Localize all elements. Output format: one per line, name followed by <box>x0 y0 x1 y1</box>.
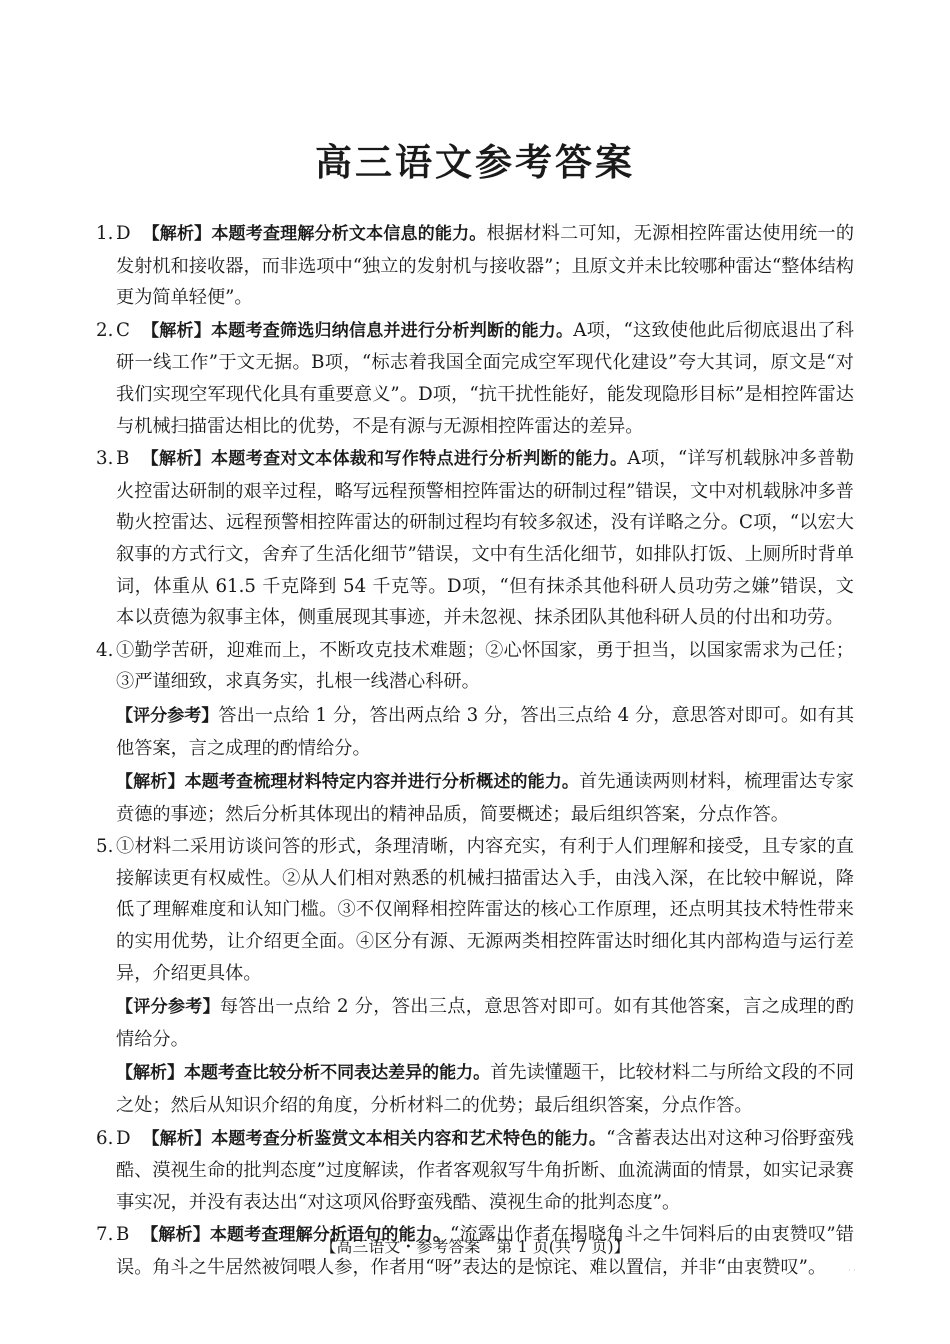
scoring-tag: 【评分参考】 <box>116 997 220 1018</box>
analysis-tag: 【解析】 <box>116 1063 185 1084</box>
scan-mark: · · <box>848 1266 856 1275</box>
analysis-lead: 本题考查理解分析文本信息的能力。 <box>211 224 487 244</box>
analysis-body: 首先读懂题干，比较材料二与所给文段的不同之处；然后从知识介绍的角度，分析材料二的优势；最后组织答案，分点作答。 <box>116 1062 855 1117</box>
analysis-lead: 本题考查理解分析语句的能力。 <box>209 1225 451 1246</box>
answer-item-6 <box>96 1123 854 1219</box>
answer-item-5 <box>96 831 855 1121</box>
scoring-note <box>116 991 854 1055</box>
item-number: 5. <box>96 836 114 858</box>
answer-letter: B <box>116 448 130 470</box>
analysis-body: 首先通读两则材料，梳理雷达专家贲德的事迹；然后分析其体现出的精神品质，简要概述；最后组织答案，分点作答。 <box>116 771 854 825</box>
answer-points: ①材料二采用访谈问答的形式，条理清晰，内容充实，有利于人们理解和接受，且专家的直接解读更有权威性。②从人们相对熟悉的机械扫描雷达入手，由浅入深，在比较中解说，降低了理解难度和认知门槛。③不仅阐释相控阵雷达的核心工作原理，还点明其技术特性带来的实用优势，让介绍更全面。④区分有源、无源两类相控阵雷达时细化其内部构造与运行差异，介绍更具体。 <box>116 836 854 984</box>
item-number: 7. <box>96 1224 114 1246</box>
analysis-body: 根据材料二可知，无源相控阵雷达使用统一的发射机和接收器，而非选项中“独立的发射机与接收器”；且原文并未比较哪种雷达“整体结构更为简单轻便”。 <box>116 223 855 309</box>
answer-points: ①勤学苦研，迎难而上，不断攻克技术难题；②心怀国家，勇于担当，以国家需求为己任；③严谨细致，求真务实，扎根一线潜心科研。 <box>116 639 854 693</box>
answer-letter: B <box>116 1224 130 1246</box>
analysis-body: A项，“这致使他此后彻底退出了科研一线工作”于文无据。B项，“标志着我国全面完成空军现代化建设”夸大其词，原文是“对我们实现空军现代化具有重要意义”。D项，“抗干扰性能好，能发现隐形目标”是相控阵雷达与机械扫描雷达相比的优势，不是有源与无源相控阵雷达的差异。 <box>116 319 854 437</box>
analysis-tag: 【解析】 <box>141 320 211 341</box>
analysis-tag: 【解析】 <box>141 1225 210 1246</box>
analysis-body: “含蓄表达出对这种习俗野蛮残酷、漠视生命的批判态度”过度解读，作者客观叙写牛角折断、血流满面的情景，如实记录赛事实况，并没有表达出“对这项风俗野蛮残酷、漠视生命的批判态度”。 <box>116 1127 854 1213</box>
analysis-lead: 本题考查梳理材料特定内容并进行分析概述的能力。 <box>184 772 580 793</box>
answer-item-4 <box>96 635 855 831</box>
analysis-lead: 本题考查分析鉴赏文本相关内容和艺术特色的能力。 <box>211 1128 607 1149</box>
item-number: 4. <box>96 639 114 661</box>
scoring-tag: 【评分参考】 <box>116 705 219 726</box>
answer-letter: D <box>116 1127 131 1149</box>
scoring-note <box>116 700 854 764</box>
answer-letter: C <box>116 319 130 341</box>
answer-item-3 <box>96 443 854 634</box>
scoring-body: 每答出一点给 2 分，答出三点，意思答对即可。如有其他答案，言之成理的酌情给分。 <box>116 996 854 1050</box>
analysis-note <box>116 1057 854 1121</box>
analysis-tag: 【解析】 <box>116 772 185 793</box>
item-number: 6. <box>96 1127 114 1149</box>
analysis-lead: 本题考查对文本体裁和写作特点进行分析判断的能力。 <box>211 449 628 470</box>
analysis-tag: 【解析】 <box>142 1128 212 1149</box>
analysis-tag: 【解析】 <box>141 449 212 470</box>
item-number: 3. <box>96 448 114 470</box>
item-number: 2. <box>96 319 114 341</box>
answer-letter: D <box>116 223 131 244</box>
answer-item-2 <box>96 315 854 442</box>
scoring-body: 答出一点给 1 分，答出两点给 3 分，答出三点给 4 分，意思答对即可。如有其他答案，言之成理的酌情给分。 <box>116 704 855 759</box>
answer-item-1 <box>96 218 855 314</box>
page-title: 高三语文参考答案 <box>315 141 635 184</box>
item-number: 1. <box>96 223 114 244</box>
answer-list <box>96 218 855 1284</box>
analysis-body: “流露出作者在揭晓角斗之牛饲料后的由衷赞叹”错误。角斗之牛居然被饲喂人参，作者用“呀”表达的是惊诧、难以置信，并非“由衷赞叹”。 <box>116 1224 854 1278</box>
analysis-note <box>116 766 854 830</box>
analysis-lead: 本题考查筛选归纳信息并进行分析判断的能力。 <box>210 320 574 341</box>
analysis-tag: 【解析】 <box>142 224 212 244</box>
analysis-lead: 本题考查比较分析不同表达差异的能力。 <box>184 1063 491 1084</box>
analysis-body: A项，“详写机载脉冲多普勒火控雷达研制的艰辛过程，略写远程预警相控阵雷达的研制过程”错误，文中对机载脉冲多普勒火控雷达、远程预警相控阵雷达的研制过程均有较多叙述，没有详略之分。C项，“以宏大叙事的方式行文，舍弃了生活化细节”错误，文中有生活化细节，如排队打饭、上厕所时背单词，体重从 61.5 千克降到 54 千克等。D项，“但有抹杀其他科研人员功劳之嫌”错误，文本以贲德为叙事主体，侧重展现其事迹，并未忽视、抹杀团队其他科研人员的付出和功劳。 <box>116 448 854 629</box>
page-footer: 【高三语文・参考答案 第 1 页(共 7 页)】 <box>320 1237 630 1256</box>
